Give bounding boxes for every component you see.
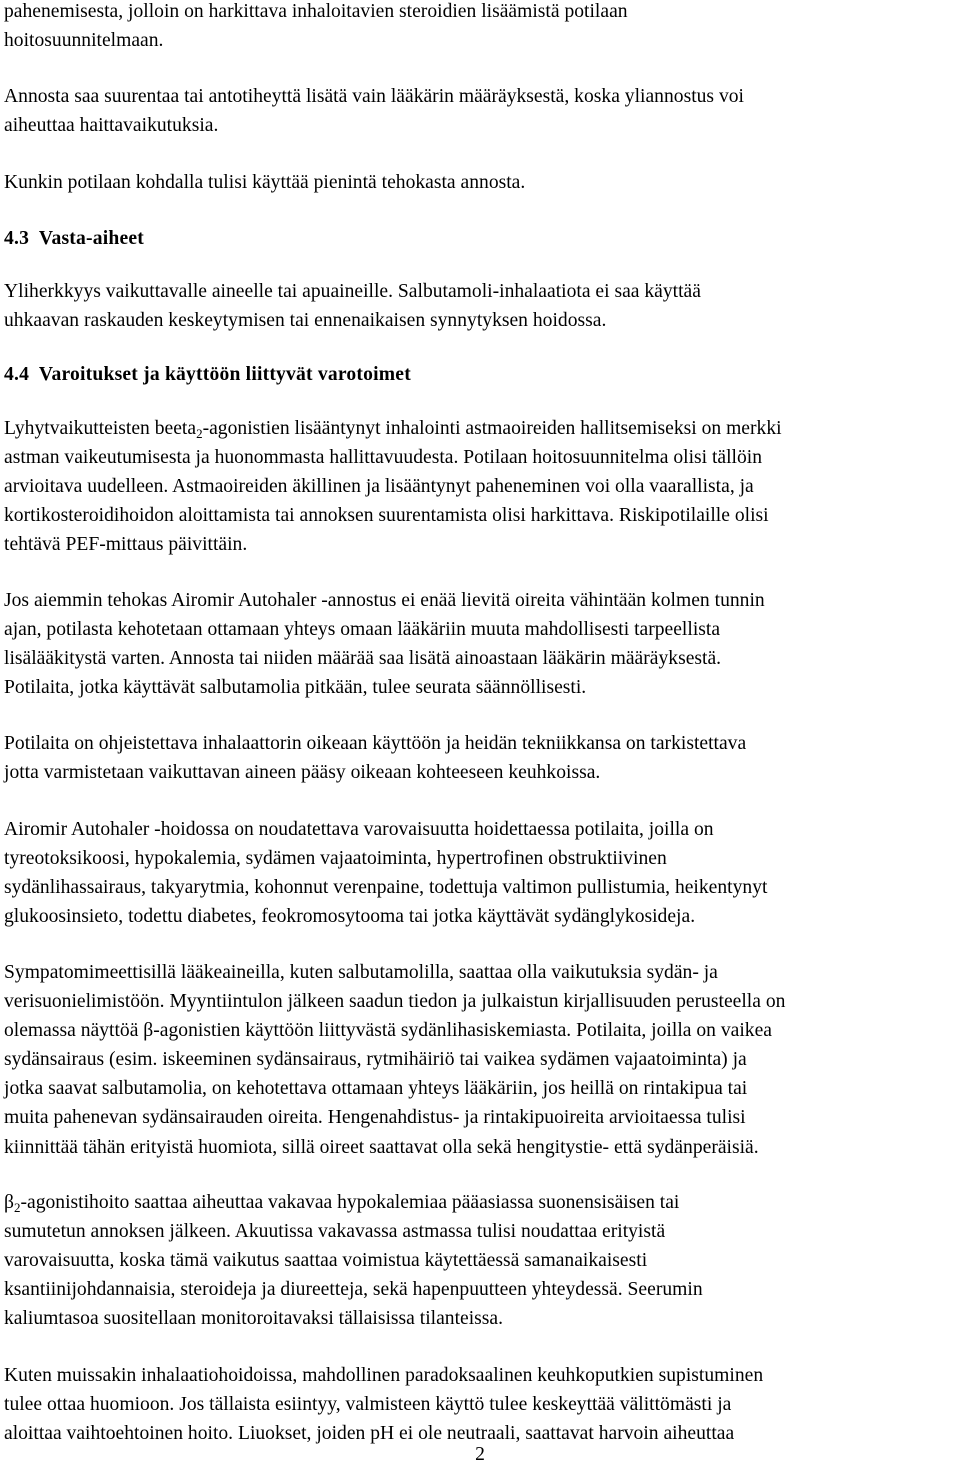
warnings-paragraph-4 — [4, 815, 956, 931]
text-line: verisuonielimistöön. Myyntiintulon jälkeen saadun tiedon ja julkaistun kirjallisuuden perusteella on — [4, 991, 786, 1013]
text-line: kortikosteroidihoidon aloittamista tai annoksen suurentamista olisi harkittava. Riskipotilaille olisi — [4, 505, 769, 527]
text-line: Potilaita, jotka käyttävät salbutamolia pitkään, tulee seurata säännöllisesti. — [4, 677, 587, 699]
dose-paragraph — [4, 82, 956, 140]
warnings-paragraph-1 — [4, 414, 956, 559]
text-fragment: -agonistien lisääntynyt inhalointi astmaoireiden hallitsemiseksi on merkki — [202, 418, 782, 439]
text-line: lisälääkitystä varten. Annosta tai niiden määrää saa lisätä ainoastaan lääkärin määräyksestä. — [4, 648, 722, 670]
text-line: glukoosinsieto, todettu diabetes, feokromosytooma tai jotka käyttävät sydänglykosideja. — [4, 906, 696, 928]
warnings-paragraph-3 — [4, 729, 956, 787]
section-heading-4-3: 4.3 Vasta-aiheet — [4, 228, 145, 249]
text-line: kiinnittää tähän erityistä huomiota, sillä oireet saattavat olla sekä hengitystie- että sydänperäisiä. — [4, 1136, 759, 1158]
text-line: Kunkin potilaan kohdalla tulisi käyttää pienintä tehokasta annosta. — [4, 172, 526, 193]
text-line: astman vaikeutumisesta ja huonommasta hallittavuudesta. Potilaan hoitosuunnitelma olisi tällöin — [4, 447, 763, 469]
text-line: Sympatomimeettisillä lääkeaineilla, kuten salbutamolilla, saattaa olla vaikutuksia sydän- ja — [4, 962, 718, 983]
text-line: pahenemisesta, jolloin on harkittava inhaloitavien steroidien lisäämistä potilaan — [4, 1, 628, 22]
text-line: sumutetun annoksen jälkeen. Akuutissa vakavassa astmassa tulisi noudattaa erityistä — [4, 1221, 666, 1243]
min-dose-paragraph — [4, 168, 956, 197]
text-line: aloittaa vaihtoehtoinen hoito. Liuokset, joiden pH ei ole neutraali, saattavat harvoin aiheuttaa — [4, 1423, 735, 1445]
text-line: muita pahenevan sydänsairauden oireita. Hengenahdistus- ja rintakipuoireita arvioitaessa tulisi — [4, 1107, 746, 1129]
text-line: hoitosuunnitelmaan. — [4, 30, 164, 52]
subscript-2: 2 — [13, 1200, 21, 1215]
intro-paragraph — [4, 0, 956, 55]
text-line: jotta varmistetaan vaikuttavan aineen pääsy oikeaan kohteeseen keuhkoissa. — [4, 762, 601, 784]
contraindications-paragraph — [4, 277, 956, 335]
text-line: Annosta saa suurentaa tai antotiheyttä lisätä vain lääkärin määräyksestä, koska yliannostus voi — [4, 86, 744, 107]
text-line: arvioitava uudelleen. Astmaoireiden äkillinen ja lisääntynyt paheneminen voi olla vaarallista, ja — [4, 476, 754, 498]
warnings-paragraph-2 — [4, 586, 956, 702]
text-line: aiheuttaa haittavaikutuksia. — [4, 115, 219, 137]
text-line — [4, 1188, 956, 1217]
text-line: ajan, potilasta kehotetaan ottamaan yhteys omaan lääkäriin muuta mahdollisesti tarpeellista — [4, 619, 721, 641]
section-heading-4-4: 4.4 Varoitukset ja käyttöön liittyvät varotoimet — [4, 364, 411, 385]
text-line: kaliumtasoa suositellaan monitoroitavaksi tällaisissa tilanteissa. — [4, 1308, 503, 1330]
text-line: ksantiinijohdannaisia, steroideja ja diureetteja, sekä hapenpuutteen yhteydessä. Seerumin — [4, 1279, 703, 1301]
text-line: sydänsairaus (esim. iskeeminen sydänsairaus, rytmihäiriö tai vaikea sydämen vajaatoiminta) ja — [4, 1049, 747, 1071]
page-number: 2 — [475, 1444, 485, 1465]
text-fragment: Lyhytvaikutteisten beeta — [4, 418, 197, 439]
warnings-paragraph-6 — [4, 1188, 956, 1333]
text-line: uhkaavan raskauden keskeytymisen tai ennenaikaisen synnytyksen hoidossa. — [4, 310, 607, 332]
text-line: tyreotoksikoosi, hypokalemia, sydämen vajaatoiminta, hypertrofinen obstruktiivinen — [4, 848, 667, 870]
warnings-paragraph-7 — [4, 1361, 956, 1448]
text-line: varovaisuutta, koska tämä vaikutus saattaa voimistua käytettäessä samanaikaisesti — [4, 1250, 648, 1272]
text-line: olemassa näyttöä β-agonistien käyttöön liittyvästä sydänlihasiskemiasta. Potilaita, joilla on vaikea — [4, 1020, 772, 1042]
text-fragment: -agonistihoito saattaa aiheuttaa vakavaa hypokalemiaa pääasiassa suonensisäisen tai — [20, 1192, 680, 1213]
text-line: tehtävä PEF-mittaus päivittäin. — [4, 534, 248, 556]
text-line: Potilaita on ohjeistettava inhalaattorin oikeaan käyttöön ja heidän tekniikkansa on tarkistettava — [4, 733, 747, 754]
text-line: jotka saavat salbutamolia, on kehotettava ottamaan yhteys lääkäriin, jos heillä on rintakipua tai — [4, 1078, 748, 1100]
subscript-2: 2 — [196, 426, 203, 441]
text-line: tulee ottaa huomioon. Jos tällaista esiintyy, valmisteen käyttö tulee keskeyttää välittömästi ja — [4, 1394, 732, 1416]
text-line: Yliherkkyys vaikuttavalle aineelle tai apuaineille. Salbutamoli-inhalaatiota ei saa käyttää — [4, 281, 701, 302]
text-line: Jos aiemmin tehokas Airomir Autohaler -annostus ei enää lievitä oireita vähintään kolmen tunnin — [4, 590, 765, 611]
warnings-paragraph-5 — [4, 958, 956, 1162]
text-line — [4, 414, 956, 443]
text-line: Kuten muissakin inhalaatiohoidoissa, mahdollinen paradoksaalinen keuhkoputkien supistuminen — [4, 1365, 764, 1386]
text-line: sydänlihassairaus, takyarytmia, kohonnut verenpaine, todettuja valtimon pullistumia, heikentynyt — [4, 877, 768, 899]
text-fragment: β — [4, 1192, 14, 1213]
text-line: Airomir Autohaler -hoidossa on noudatettava varovaisuutta hoidettaessa potilaita, joilla on — [4, 819, 714, 840]
